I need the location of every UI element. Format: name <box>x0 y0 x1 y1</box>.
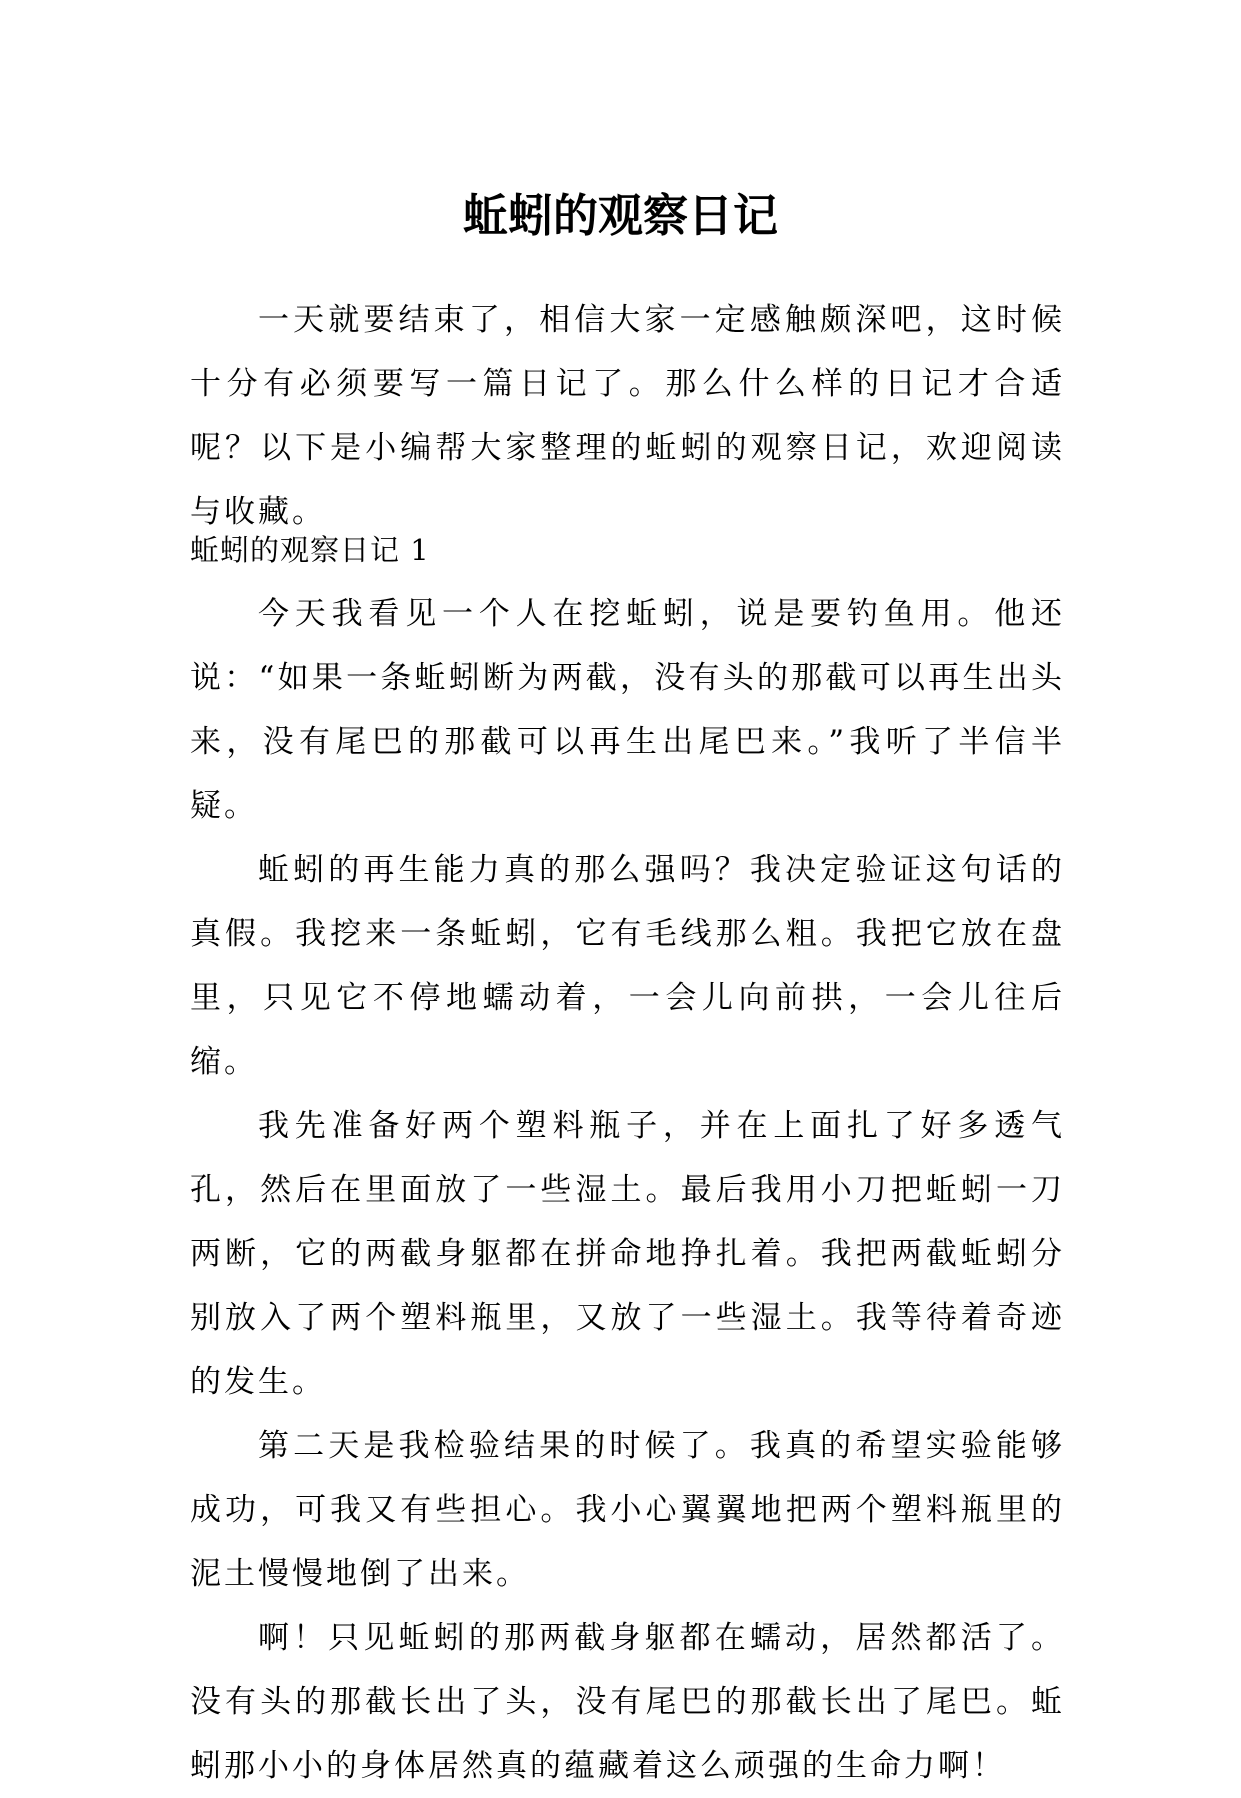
diary-paragraph: 我先准备好两个塑料瓶子，并在上面扎了好多透气孔，然后在里面放了一些湿土。最后我用小刀把蚯蚓一刀两断，它的两截身躯都在拼命地挣扎着。我把两截蚯蚓分别放入了两个塑料瓶里，又放了一些湿土。我等待着奇迹的发生。 <box>190 1108 1065 1400</box>
intro-paragraph: 一天就要结束了，相信大家一定感触颇深吧，这时候十分有必须要写一篇日记了。那么什么样的日记才合适呢？以下是小编帮大家整理的蚯蚓的观察日记，欢迎阅读与收藏。 <box>190 302 1065 530</box>
diary-paragraph: 今天我看见一个人在挖蚯蚓，说是要钓鱼用。他还说：“如果一条蚯蚓断为两截，没有头的那截可以再生出头来，没有尾巴的那截可以再生出尾巴来。”我听了半信半疑。 <box>190 596 1065 824</box>
diary-paragraph: 蚯蚓的再生能力真的那么强吗？我决定验证这句话的真假。我挖来一条蚯蚓，它有毛线那么粗。我把它放在盘里，只见它不停地蠕动着，一会儿向前拱，一会儿往后缩。 <box>190 852 1065 1080</box>
section-heading: 蚯蚓的观察日记 1 <box>190 533 430 567</box>
document-title: 蚯蚓的观察日记 <box>462 189 778 243</box>
diary-content <box>190 582 1065 1798</box>
intro-section <box>190 288 1065 544</box>
diary-paragraph: 啊！只见蚯蚓的那两截身躯都在蠕动，居然都活了。没有头的那截长出了头，没有尾巴的那截长出了尾巴。蚯蚓那小小的身体居然真的蕴藏着这么顽强的生命力啊！ <box>190 1620 1065 1784</box>
diary-paragraph: 第二天是我检验结果的时候了。我真的希望实验能够成功，可我又有些担心。我小心翼翼地把两个塑料瓶里的泥土慢慢地倒了出来。 <box>190 1428 1065 1592</box>
